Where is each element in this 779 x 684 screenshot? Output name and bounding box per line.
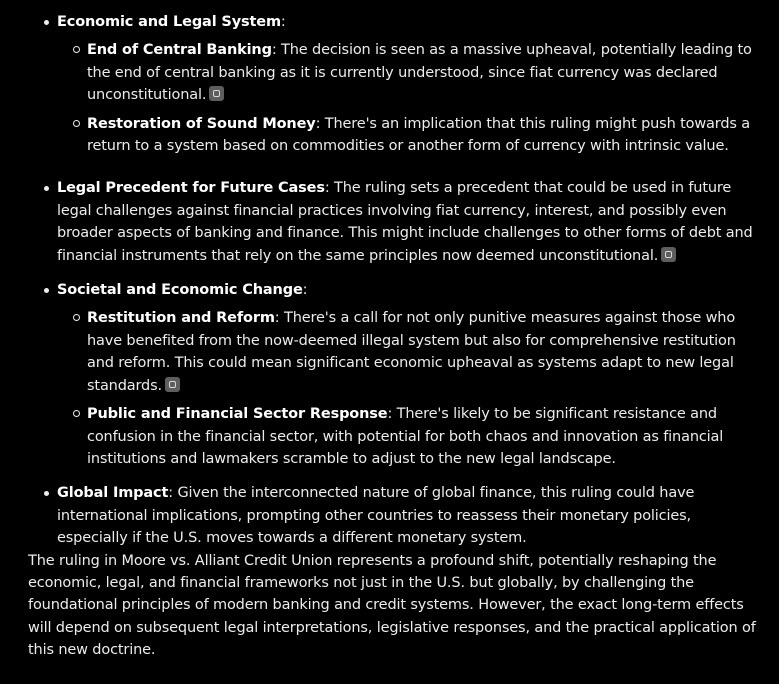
item-title: Societal and Economic Change — [57, 282, 303, 299]
item-colon: : — [280, 14, 286, 30]
item-colon: : — [302, 282, 308, 299]
sub-item-end-central-banking — [57, 39, 757, 106]
sub-item-sound-money — [57, 113, 757, 158]
sub-item-text: : The decision is seen as a massive upheaval, potentially leading to the end of central banking as it is currently understood, since fiat currency was declared unconstitutional. — [87, 42, 752, 104]
sub-item-title: Restoration of Sound Money — [87, 115, 316, 132]
citation-icon[interactable] — [661, 247, 676, 262]
list-item-legal-precedent — [28, 177, 757, 267]
item-title: Economic and Legal System — [57, 14, 281, 30]
citation-icon[interactable] — [165, 377, 180, 392]
list-item-societal-economic — [28, 279, 757, 470]
list-item-economic-legal — [28, 11, 757, 157]
sub-item-sector-response — [57, 403, 757, 470]
sub-list — [57, 39, 757, 157]
summary-paragraph: The ruling in Moore vs. Alliant Credit Union represents a profound shift, potentially reshaping the economic, legal, and financial frameworks not just in the U.S. but globally, by challenging the foundational principles of modern banking and credit systems. However, the exact long-term effects will depend on subsequent legal interpretations, legislative responses, and the practical application of this new doctrine. — [28, 552, 756, 659]
sub-item-restitution-reform — [57, 307, 757, 397]
main-list — [28, 11, 757, 550]
sub-item-title: End of Central Banking — [87, 42, 272, 59]
list-item-global-impact — [28, 482, 757, 549]
sub-item-text: : There's likely to be significant resistance and confusion in the financial sector, with potential for both chaos and innovation as financial institutions and lawmakers scramble to adjust to the new legal landscape. — [87, 406, 724, 467]
sub-item-text: : There's a call for not only punitive measures against those who have benefited from the now-deemed illegal system but also for comprehensive restitution and reform. This could mean significant economic upheaval as systems adapt to new legal standards. — [87, 310, 736, 394]
item-title: Global Impact — [57, 485, 169, 502]
item-text: : Given the interconnected nature of global finance, this ruling could have international implications, prompting other countries to reassess their monetary policies, especially if the U.S. moves towards a different monetary system. — [57, 485, 695, 547]
sub-item-text: : There's an implication that this ruling might push towards a return to a system based on commodities or another form of currency with intrinsic value. — [87, 115, 750, 155]
item-text: : The ruling sets a precedent that could be used in future legal challenges against financial practices involving fiat currency, interest, and possibly even broader aspects of banking and finance. This might include challenges to other forms of debt and financial instruments that rely on the same principles now deemed unconstitutional. — [57, 180, 753, 264]
sub-list — [57, 307, 757, 470]
sub-item-title: Restitution and Reform — [87, 310, 275, 327]
sub-item-title: Public and Financial Sector Response — [87, 406, 388, 423]
item-title: Legal Precedent for Future Cases — [57, 180, 325, 197]
citation-icon[interactable] — [209, 86, 224, 101]
